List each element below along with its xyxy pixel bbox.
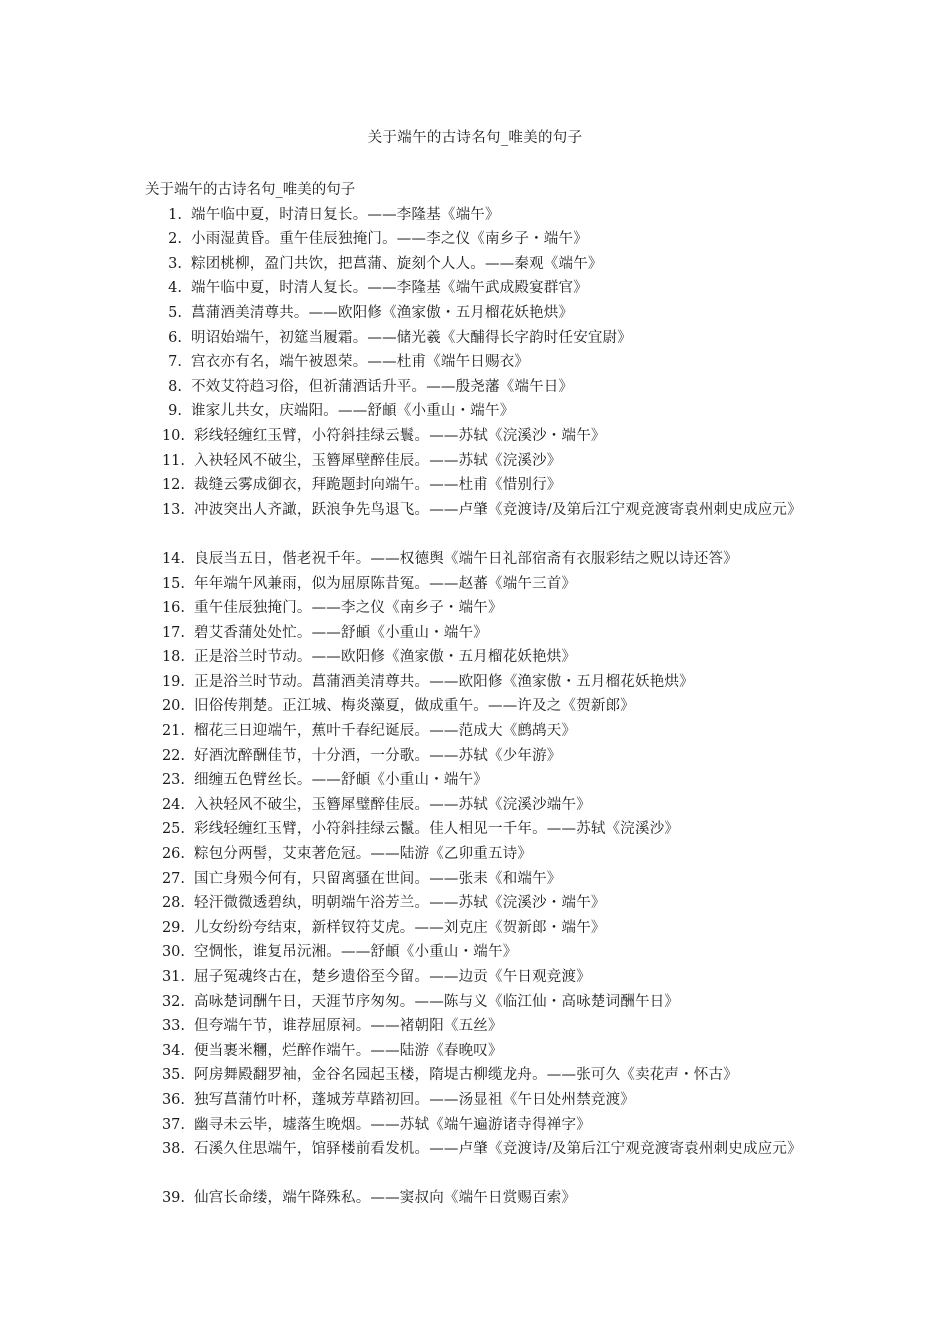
list-item-number: 25.	[161, 821, 185, 838]
list-item-number: 16.	[161, 600, 185, 617]
list-item-text: 彩线轻缠红玉臂，小符斜挂绿云鬣。佳人相见一千年。——苏轼《浣溪沙》	[194, 821, 680, 838]
list-item-text: 国亡身殒今何有，只留离骚在世间。——张耒《和端午》	[194, 870, 562, 887]
list-item-text: 屈子冤魂终古在，楚乡遗俗至今留。——边贡《午日观竞渡》	[194, 969, 591, 985]
list-item	[145, 227, 813, 252]
list-item	[145, 1137, 813, 1186]
list-item-number: 28.	[161, 895, 185, 912]
list-item-number: 8.	[168, 378, 182, 395]
list-item-number: 4.	[168, 280, 182, 297]
list-item-number: 12.	[161, 477, 185, 494]
list-item-text: 端午临中夏，时清人复长。——李隆基《端午武成殿宴群官》	[191, 280, 588, 297]
list-item-text: 高咏楚词酬午日，天涯节序匆匆。——陈与义《临江仙・高咏楚词酬午日》	[194, 993, 680, 1010]
list-item-number: 35.	[161, 1067, 185, 1084]
list-item-number: 24.	[161, 796, 185, 813]
document-body	[145, 178, 813, 1211]
list-item-text: 入袂轻风不破尘，玉簪犀壁醉佳辰。——苏轼《浣溪沙》	[194, 452, 562, 469]
list-item-text: 轻汗微微透碧纨，明朝端午浴芳兰。——苏轼《浣溪沙・端午》	[194, 895, 606, 912]
list-item	[145, 842, 813, 867]
list-item	[145, 621, 813, 646]
list-item-number: 19.	[161, 673, 185, 690]
list-item-number: 37.	[161, 1116, 185, 1133]
list-item-number: 3.	[168, 255, 182, 272]
list-item	[145, 990, 813, 1015]
list-item	[145, 449, 813, 474]
list-item	[145, 375, 813, 400]
list-item	[145, 1039, 813, 1064]
list-item-text: 正是浴兰时节动。——欧阳修《渔家傲・五月榴花妖艳烘》	[194, 649, 577, 666]
list-item	[145, 1063, 813, 1088]
list-item	[145, 1014, 813, 1039]
list-item-number: 20.	[161, 698, 185, 715]
list-item-text: 彩线轻缠红玉臂，小符斜挂绿云鬟。——苏轼《浣溪沙・端午》	[194, 427, 606, 444]
list-item	[145, 498, 813, 547]
list-item-number: 13.	[161, 501, 185, 518]
list-item-text: 菖蒲酒美清尊共。——欧阳修《渔家傲・五月榴花妖艳烘》	[191, 304, 574, 321]
list-item-number: 31.	[161, 969, 185, 985]
list-item	[145, 350, 813, 375]
list-item-number: 33.	[161, 1018, 185, 1035]
list-item-number: 15.	[161, 575, 185, 592]
list-item	[145, 326, 813, 351]
list-item-text: 年年端午风兼雨，似为屈原陈昔冤。——赵蕃《端午三首》	[194, 575, 577, 592]
list-item	[145, 940, 813, 965]
list-item-number: 30.	[161, 944, 185, 961]
list-item-text: 明诏始端午，初筵当履霜。——储光羲《大酺得长字韵时任安宜尉》	[191, 329, 632, 346]
list-item-text: 粽团桃柳，盈门共饮，把菖蒲、旋刻个人人。——秦观《端午》	[191, 255, 603, 272]
list-item-text: 端午临中夏，时清日复长。——李隆基《端午》	[191, 206, 500, 223]
list-item-text: 入袂轻风不破尘，玉簪犀璧醉佳辰。——苏轼《浣溪沙端午》	[194, 796, 591, 813]
list-item-number: 27.	[161, 870, 185, 887]
list-item	[145, 867, 813, 892]
list-item	[145, 768, 813, 793]
list-item-text: 仙宫长命缕，端午降殊私。——窦叔向《端午日赏赐百索》	[194, 1190, 577, 1207]
list-item-text: 空惆怅，谁复吊沅湘。——舒頔《小重山・端午》	[194, 944, 518, 961]
list-item	[145, 252, 813, 277]
list-item	[145, 203, 813, 228]
list-item	[145, 744, 813, 769]
list-item	[145, 694, 813, 719]
list-item-number: 34.	[161, 1042, 185, 1059]
list-item	[145, 965, 813, 990]
list-item-number: 38.	[161, 1141, 185, 1158]
list-item	[145, 1088, 813, 1113]
list-item	[145, 817, 813, 842]
list-item	[145, 276, 813, 301]
list-item-text: 谁家儿共女，庆端阳。——舒頔《小重山・端午》	[191, 403, 515, 420]
list-item-number: 23.	[161, 772, 185, 789]
list-item-number: 9.	[168, 403, 182, 420]
list-item	[145, 424, 813, 449]
list-item	[145, 301, 813, 326]
list-item	[145, 670, 813, 695]
list-item-number: 7.	[168, 354, 182, 371]
page-title: 关于端午的古诗名句_唯美的句子	[367, 130, 583, 146]
list-item-number: 21.	[161, 723, 185, 740]
list-item-text: 宫衣亦有名，端午被恩荣。——杜甫《端午日赐衣》	[191, 354, 530, 371]
list-item-number: 10.	[161, 427, 185, 444]
list-item-number: 18.	[161, 649, 185, 666]
list-item-number: 32.	[161, 993, 185, 1010]
list-item	[145, 399, 813, 424]
list-item-text: 榴花三日迎端午，蕉叶千春纪诞辰。——范成大《鹧鸪天》	[194, 723, 577, 740]
list-item-text: 正是浴兰时节动。菖蒲酒美清尊共。——欧阳修《渔家傲・五月榴花妖艳烘》	[194, 673, 694, 690]
list-item-number: 5.	[168, 304, 182, 321]
list-item-text: 好酒沈醉酬佳节，十分酒，一分歌。——苏轼《少年游》	[194, 747, 562, 764]
list-item	[145, 719, 813, 744]
list-item-number: 11.	[161, 452, 185, 469]
list-item-number: 14.	[161, 550, 185, 567]
list-item-number: 39.	[161, 1190, 185, 1207]
list-item-text: 小雨湿黄昏。重午佳辰独掩门。——李之仪《南乡子・端午》	[191, 231, 588, 248]
list-item-text: 细缠五色臂丝长。——舒頔《小重山・端午》	[194, 772, 488, 789]
list-item-number: 22.	[161, 747, 185, 764]
list-item-text: 冲波突出人齐譀，跃浪争先鸟退飞。——卢肇《竞渡诗/及第后江宁观竞渡寄袁州刺史成应元》	[194, 501, 802, 518]
list-item-text: 便当裹米糰，烂醉作端午。——陆游《春晚叹》	[194, 1042, 503, 1059]
list-item	[145, 645, 813, 670]
list-item-number: 17.	[161, 624, 185, 641]
list-item-number: 6.	[168, 329, 182, 346]
list-item	[145, 547, 813, 572]
list-item-text: 不效艾符趋习俗，但祈蒲酒话升平。——殷尧藩《端午日》	[191, 378, 574, 395]
list-item	[145, 1113, 813, 1138]
list-item-number: 2.	[168, 231, 182, 248]
list-item	[145, 916, 813, 941]
list-item-text: 儿女纷纷夸结束，新样钗符艾虎。——刘克庄《贺新郎・端午》	[194, 919, 606, 936]
list-item-number: 26.	[161, 846, 185, 863]
list-item	[145, 793, 813, 818]
list-item-text: 粽包分两髻，艾束著危冠。——陆游《乙卯重五诗》	[194, 846, 533, 863]
list-item	[145, 473, 813, 498]
list-item-text: 裁缝云雾成御衣，拜跪题封向端午。——杜甫《惜别行》	[194, 477, 562, 494]
list-item-text: 石溪久住思端午，馆驿楼前看发机。——卢肇《竞渡诗/及第后江宁观竞渡寄袁州刺史成应元》	[194, 1141, 802, 1158]
list-item-text: 碧艾香蒲处处忙。——舒頔《小重山・端午》	[194, 624, 488, 641]
list-item-text: 重午佳辰独掩门。——李之仪《南乡子・端午》	[194, 600, 503, 617]
list-item-text: 幽寻未云毕，墟落生晚烟。——苏轼《端午遍游诸寺得禅字》	[194, 1116, 591, 1133]
list-item	[145, 596, 813, 621]
poem-line-list	[145, 203, 813, 1211]
list-item-text: 但夸端午节，谁荐屈原祠。——褚朝阳《五丝》	[194, 1018, 503, 1035]
list-item	[145, 572, 813, 597]
list-item-text: 独写菖蒲竹叶杯，蓬城芳草踏初回。——汤显祖《午日处州禁竞渡》	[194, 1091, 635, 1108]
list-item-text: 良辰当五日，偕老祝千年。——权德舆《端午日礼部宿斋有衣服彩结之贶以诗还答》	[194, 550, 738, 567]
list-item	[145, 1186, 813, 1211]
list-item-text: 阿房舞殿翻罗袖，金谷名园起玉楼，隋堤古柳缆龙舟。——张可久《卖花声・怀古》	[194, 1067, 738, 1084]
document-subtitle: 关于端午的古诗名句_唯美的句子	[145, 182, 356, 198]
list-item-number: 36.	[161, 1091, 185, 1108]
list-item	[145, 891, 813, 916]
list-item-number: 1.	[168, 206, 182, 223]
list-item-number: 29.	[161, 919, 185, 936]
list-item-text: 旧俗传荆楚。正江城、梅炎藻夏，做成重午。——许及之《贺新郎》	[194, 698, 635, 715]
